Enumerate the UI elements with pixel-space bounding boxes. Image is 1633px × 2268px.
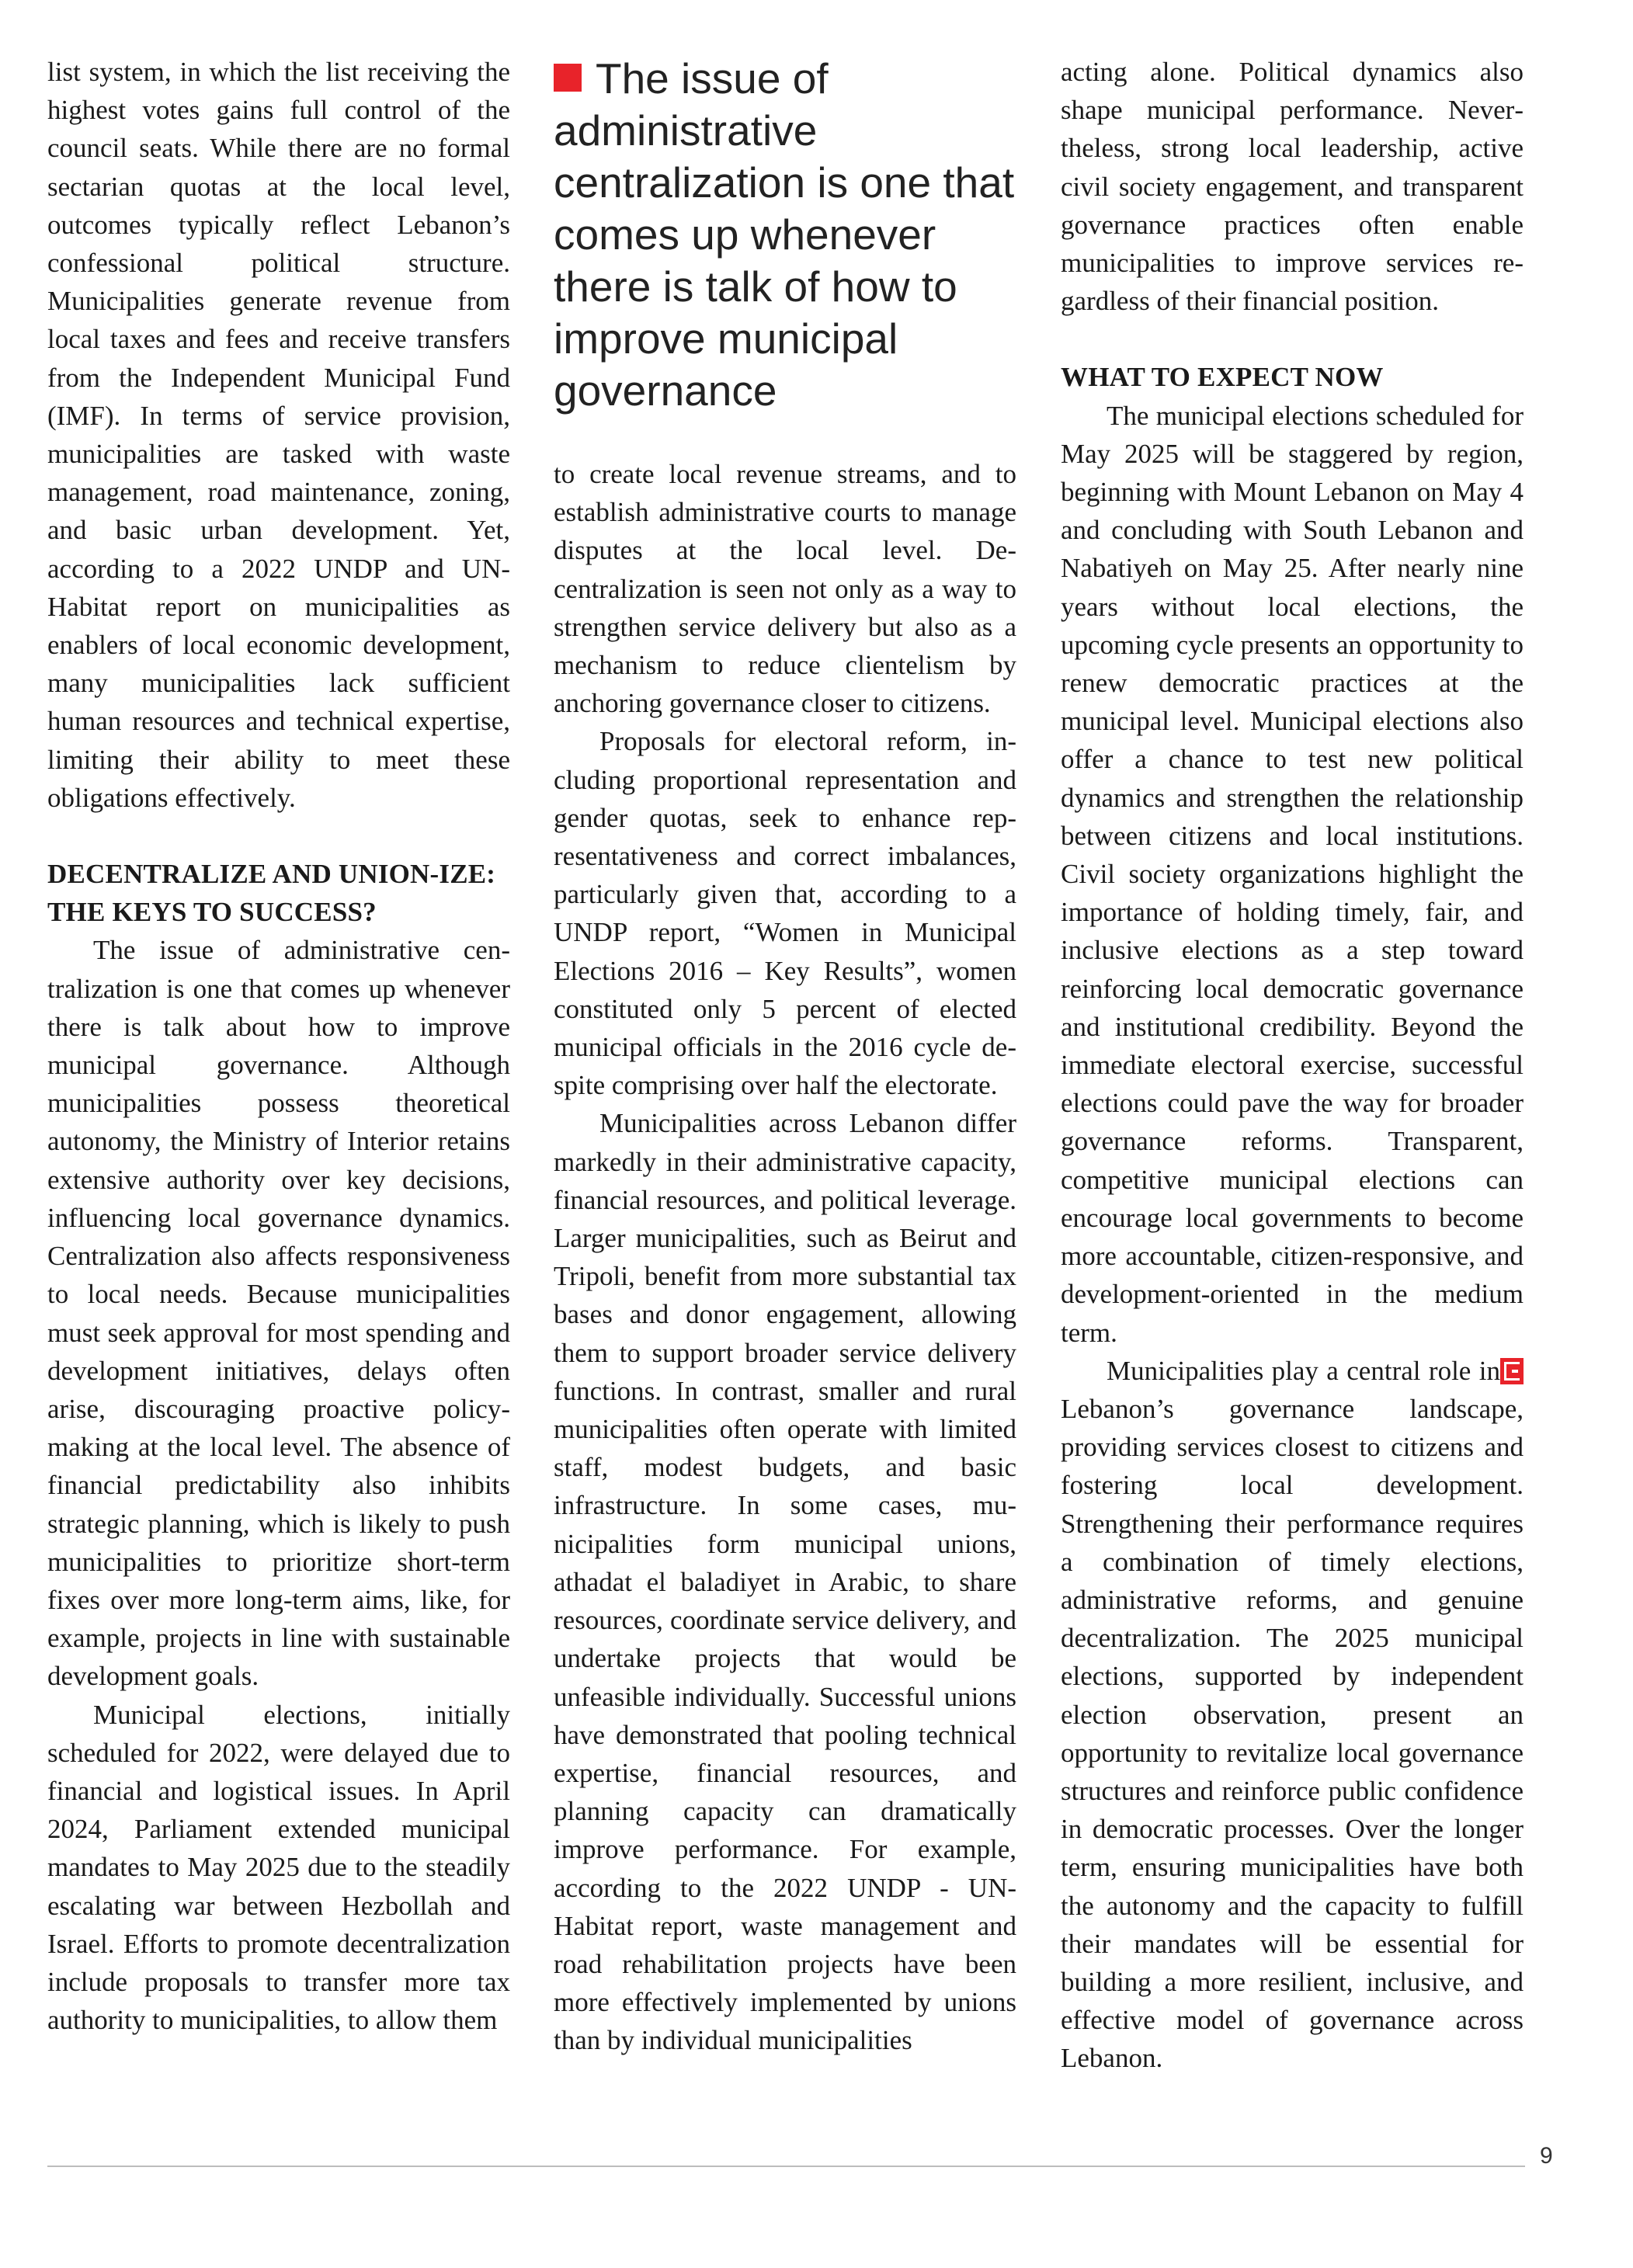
body-paragraph: Municipalities across Lebanon differ markedly in their administrative capacity, financial resources, and political leverage. Larger municipalities, such as Beirut and Tripoli, benefit from more substantial tax bases and donor engagement, allowing them to support broader service delivery functions. In contrast, smaller and rural municipalities often operate with limited staff, modest budgets, and basic infrastructure. In some cases, municipalities form municipal unions, athadat el baladiyet in Arabic, to share resources, coordinate service delivery, and undertake projects that would be unfeasible individually. Successful unions have demonstrated that pooling technical expertise, financial resources, and planning capacity can dramatically improve performance. For example, according to the 2022 UNDP - UN-Habitat report, waste management and road rehabilitation projects have been more effectively implemented by unions than by individual municipalities: [554, 1108, 1016, 2056]
body-paragraph: acting alone. Political dynamics also shape municipal performance. Nevertheless, strong local leadership, active civil society engagement, and transparent governance practices often enable municipalities to improve services regardless of their financial position.: [1061, 57, 1524, 317]
final-paragraph-text: Municipalities play a central role in Lebanon’s governance landscape, providing services closest to citizens and fostering local development. Strengthening their performance requires a combination of timely elections, administrative reforms, and genuine decentralization. The 2025 municipal elections, supported by independent election observation, present an opportunity to revitalize local governance structures and reinforce public confidence in democratic processes. Over the longer term, ensuring municipalities have both the autonomy and the capacity to fulfill their mandates will be essential for building a more resilient, inclusive, and effective model of governance across Lebanon.: [1061, 1355, 1524, 2074]
body-paragraph: Municipal elections, initially scheduled for 2022, were delayed due to financial and logistical issues. In April 2024, Parliament extended municipal mandates to May 2025 due to the steadily escalating war between Hezbollah and Israel. Efforts to promote decentralization include proposals to transfer more tax authority to municipalities, to allow them: [47, 1699, 510, 2036]
section-heading: DECENTRALIZE AND UNION-IZE: THE KEYS TO SUCCESS?: [47, 859, 496, 928]
pull-quote-text: The issue of administrative centralization is one that comes up whenever there is talk of how to improve municipal governance: [554, 54, 1015, 415]
left-column: [47, 53, 510, 2039]
body-paragraph: list system, in which the list receiving the highest votes gains full control of the council seats. While there are no formal sectarian quotas at the local level, outcomes typically reflect Lebanon’s confessional political structure. Municipalities generate revenue from local taxes and fees and receive transfers from the Independent Municipal Fund (IMF). In terms of service provision, municipalities are tasked with waste management, road maintenance, zoning, and basic urban development. Yet, according to a 2022 UNDP and UN-Habitat report on municipalities as enablers of local economic development, many municipalities lack sufficient human resources and technical expertise, limiting their ability to meet these obligations effectively.: [47, 57, 510, 813]
spacer: [47, 817, 510, 855]
section-heading: WHAT TO EXPECT NOW: [1061, 362, 1384, 393]
middle-column: [554, 53, 1016, 2060]
spacer: [1061, 320, 1524, 358]
footer-rule: [47, 2166, 1525, 2167]
pull-quote: [554, 53, 1016, 417]
executive-logo-end-mark-icon: [1500, 1358, 1524, 1384]
body-paragraph: Proposals for electoral reform, including proportional representation and gender quotas, seek to enhance representativeness and correct imbalances, particularly given that, according to a UNDP report, “Women in Municipal Elections 2016 – Key Results”, women constituted only 5 percent of elected municipal officials in the 2016 cycle despite comprising over half the electorate.: [554, 726, 1016, 1101]
body-paragraph: to create local revenue streams, and to establish administrative courts to manage disputes at the local level. Decentralization is seen not only as a way to strengthen service delivery but also as a mechanism to reduce clientelism by anchoring governance closer to citizens.: [554, 459, 1016, 719]
body-paragraph: [1061, 1352, 1524, 2078]
page-number: 9: [1540, 2143, 1553, 2169]
red-square-icon: [554, 64, 582, 92]
body-paragraph: The issue of administrative centralization is one that comes up whenever there is talk about how to improve municipal governance. Although municipalities possess theoretical autonomy, the Ministry of Interior retains extensive authority over key decisions, influencing local governance dynamics. Centralization also affects responsiveness to local needs. Because municipalities must seek approval for most spending and development initiatives, delays often arise, discouraging proactive policymaking at the local level. The absence of financial predictability also inhibits strategic planning, which is likely to push municipalities to prioritize short-term fixes over more long-term aims, like, for example, projects in line with sustainable development goals.: [47, 935, 510, 1692]
right-column: [1061, 53, 1524, 2078]
body-paragraph: The municipal elections scheduled for May 2025 will be staggered by region, beginning with Mount Lebanon on May 4 and concluding with South Lebanon and Nabatiyeh on May 25. After nearly nine years without local elections, the upcoming cycle presents an opportunity to renew democratic practices at the municipal level. Municipal elections also offer a chance to test new political dynamics and strengthen the relationship between citizens and local institutions. Civil society organizations highlight the importance of holding timely, fair, and inclusive elections as a step toward reinforcing local democratic governance and institutional credibility. Beyond the immediate electoral exercise, successful elections could pave the way for broader governance reforms. Transparent, competitive municipal elections can encourage local governments to become more accountable, citizen-responsive, and development-oriented in the medium term.: [1061, 400, 1524, 1348]
